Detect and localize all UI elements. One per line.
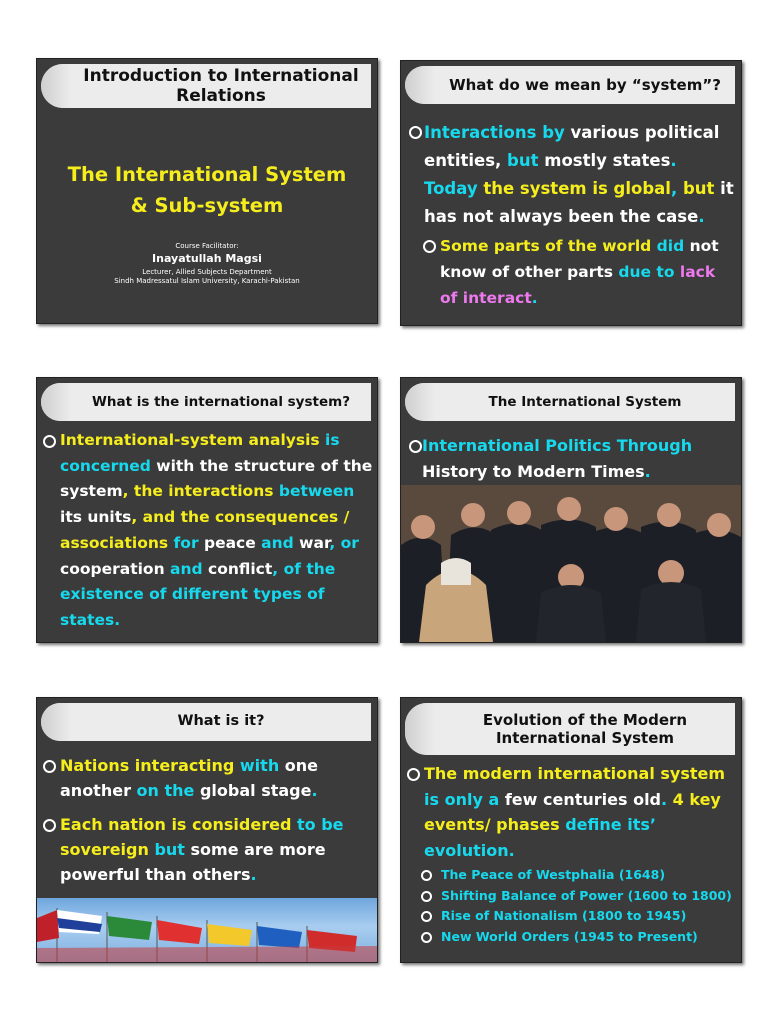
text-run: war	[293, 533, 330, 552]
world-leaders-photo	[401, 485, 741, 642]
slide-title-band	[41, 64, 371, 108]
text-run: to be	[291, 815, 344, 834]
text-run: .	[661, 789, 668, 809]
slide-title-band	[41, 703, 371, 741]
text-run: did	[651, 237, 685, 255]
leaders-illustration	[401, 485, 741, 642]
text-run: peace	[198, 533, 256, 552]
text-run: 4 key events/ phases	[424, 789, 721, 834]
facilitator-label: Course Facilitator:	[175, 242, 239, 250]
text-run: , and the consequences / associations	[60, 508, 350, 552]
phase-item-text: New World Orders (1945 to Present)	[441, 928, 698, 944]
slide-4	[400, 377, 742, 643]
bullet-1	[409, 433, 737, 485]
text-run: of interact	[440, 289, 532, 307]
text-run: .	[698, 207, 705, 226]
slide-title-band	[405, 66, 735, 104]
text-run: define its’ evolution.	[424, 815, 656, 860]
text-run: but	[148, 840, 185, 859]
slide-5	[36, 697, 378, 963]
text-run: and	[164, 559, 203, 578]
credits	[37, 242, 377, 285]
slide-title: What is it?	[177, 713, 265, 730]
text-run: .	[311, 781, 318, 800]
main-title-line-1: The International System	[67, 163, 347, 186]
slide-title: What is the international system?	[91, 393, 351, 410]
text-run: History to Modern Times	[422, 462, 645, 481]
slide-body	[409, 433, 737, 485]
text-run: The modern international system	[424, 764, 726, 783]
phase-item	[421, 906, 737, 927]
slide-body	[43, 753, 369, 887]
text-run: few centuries old	[499, 789, 661, 809]
phase-list	[421, 865, 737, 947]
text-run: due to	[612, 263, 675, 281]
facilitator-name: Inayatullah Magsi	[152, 252, 262, 265]
slide-body	[409, 119, 735, 311]
phase-item-text: The Peace of Westphalia (1648)	[441, 867, 666, 882]
phase-item	[421, 865, 737, 886]
text-run: cooperation	[60, 559, 165, 578]
text-run: .	[644, 462, 651, 481]
text-run: between	[273, 482, 355, 501]
bullet-1	[43, 428, 373, 634]
text-run: .	[250, 865, 257, 884]
text-run: ,	[670, 179, 678, 198]
slide-title: What do we mean by “system”?	[449, 76, 721, 94]
text-run: on the	[130, 781, 195, 800]
slide-1	[36, 58, 378, 324]
text-run: International Politics	[422, 436, 612, 455]
slide-title: Evolution of the Modern International System	[482, 711, 688, 747]
facilitator-university: Sindh Madressatul Islam University, Karachi-Pakistan	[114, 277, 300, 285]
text-run: .	[670, 151, 677, 170]
phase-item	[421, 886, 737, 907]
main-title	[37, 159, 377, 221]
slide-title-band	[41, 383, 371, 421]
text-run: is only a	[424, 789, 500, 809]
flags-illustration	[37, 898, 377, 962]
phase-item	[421, 927, 737, 948]
text-run: , the interactions	[122, 482, 274, 501]
bullet-1	[43, 753, 369, 803]
slide-2	[400, 60, 742, 326]
bullet-1	[409, 119, 735, 231]
bullet-2	[43, 812, 369, 887]
text-run: not know of other parts	[440, 237, 719, 281]
text-run: Each nation is considered	[60, 815, 292, 834]
text-run: global stage	[194, 781, 312, 800]
slide-body	[407, 761, 737, 947]
bullet-2	[423, 233, 735, 311]
text-run: International-system analysis	[60, 431, 320, 449]
text-run: is concerned	[60, 431, 340, 475]
bullet-1	[407, 761, 737, 863]
text-run: Through	[611, 436, 693, 455]
text-run: various political entities,	[424, 123, 720, 170]
slide-3	[36, 377, 378, 643]
slide-body	[43, 428, 373, 634]
text-run: for	[168, 533, 199, 552]
text-run: lack	[674, 263, 716, 281]
text-run: but	[677, 179, 715, 198]
text-run: its units	[60, 508, 132, 527]
text-run: with	[234, 756, 280, 775]
text-run: conflict	[202, 559, 273, 578]
text-run: , of the existence of different types of states.	[60, 559, 336, 629]
text-run: one another	[60, 756, 319, 800]
text-run: it has not always been the case	[424, 179, 734, 226]
slide-title-band	[405, 383, 735, 421]
main-title-line-2: & Sub-system	[130, 194, 284, 217]
flags-photo	[37, 898, 377, 962]
text-run: mostly states	[538, 151, 671, 170]
text-run: Interactions	[424, 123, 537, 142]
text-run: but	[501, 151, 539, 170]
phase-item-text: Shifting Balance of Power (1600 to 1800)	[441, 887, 732, 903]
text-run: and	[255, 533, 294, 552]
text-run: , or	[329, 533, 359, 552]
text-run: .	[531, 289, 538, 307]
slide-6	[400, 697, 742, 963]
text-run: by	[536, 123, 565, 142]
text-run: the system is global	[477, 179, 671, 198]
slide-title: Introduction to International Relations	[83, 65, 359, 106]
text-run: Nations interacting	[60, 756, 235, 775]
text-run: some are more powerful than others	[60, 840, 326, 884]
text-run: with the structure of the system	[60, 456, 373, 501]
facilitator-role: Lecturer, Allied Subjects Department	[142, 268, 272, 276]
slide-title: The International System	[488, 393, 682, 410]
text-run: Some parts of the world	[440, 237, 652, 255]
text-run: Today	[424, 179, 478, 198]
text-run: sovereign	[60, 840, 149, 859]
phase-item-text: Rise of Nationalism (1800 to 1945)	[441, 908, 687, 923]
slide-title-band	[405, 703, 735, 755]
